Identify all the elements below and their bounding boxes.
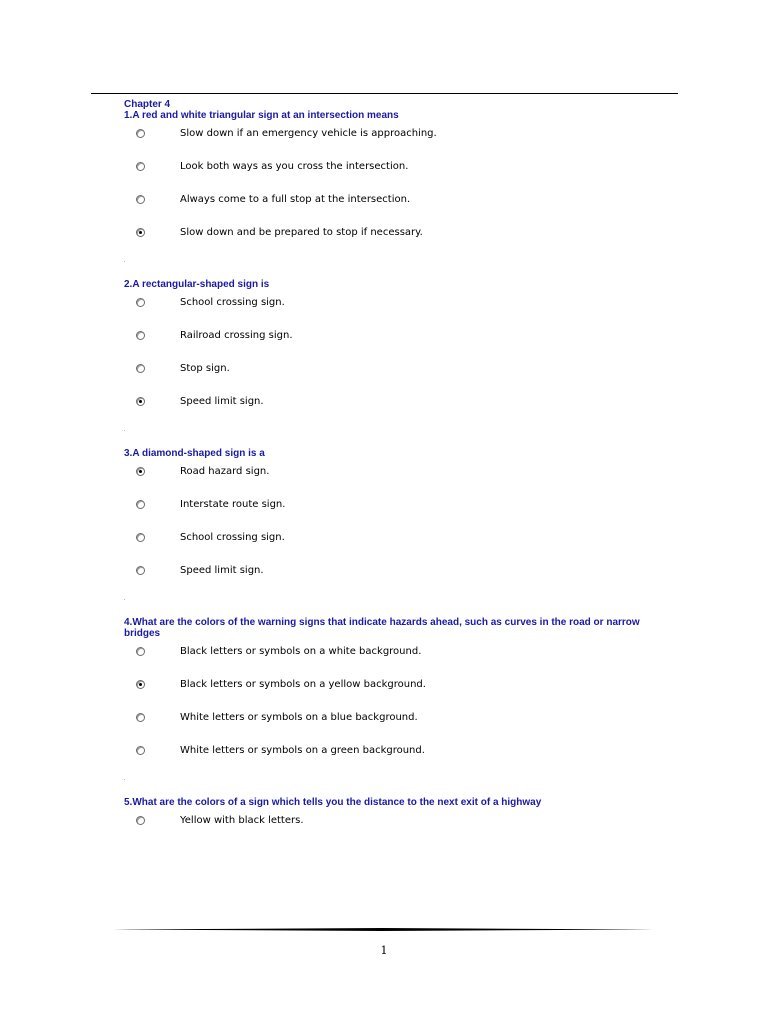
answer-option[interactable]: [124, 158, 654, 191]
header-rule: [91, 93, 678, 94]
radio-button[interactable]: [136, 364, 145, 373]
option-label: White letters or symbols on a blue background.: [180, 712, 418, 723]
option-label: Always come to a full stop at the intersection.: [180, 194, 411, 205]
option-label: Slow down if an emergency vehicle is approaching.: [180, 128, 437, 139]
question-block: [124, 617, 654, 795]
option-label: Interstate route sign.: [180, 499, 286, 510]
option-label: Stop sign.: [180, 363, 230, 374]
radio-button-selected[interactable]: [136, 680, 145, 689]
separator-mark: [124, 257, 654, 277]
option-label: Black letters or symbols on a yellow background.: [180, 679, 426, 690]
option-label: School crossing sign.: [180, 297, 285, 308]
answer-option[interactable]: [124, 224, 654, 257]
question-text: 5.What are the colors of a sign which tells you the distance to the next exit of a highway: [124, 797, 542, 808]
separator-mark: [124, 595, 654, 615]
radio-button[interactable]: [136, 713, 145, 722]
footer-rule: [113, 928, 654, 931]
radio-button-selected[interactable]: [136, 397, 145, 406]
question-block: [124, 110, 654, 277]
option-list: [124, 812, 654, 845]
question-block: [124, 448, 654, 615]
separator-mark: [124, 426, 654, 446]
radio-button[interactable]: [136, 500, 145, 509]
answer-option[interactable]: [124, 742, 654, 775]
radio-button[interactable]: [136, 533, 145, 542]
answer-option[interactable]: [124, 327, 654, 360]
page-number: 1: [380, 944, 388, 957]
question-block: [124, 279, 654, 446]
answer-option[interactable]: [124, 463, 654, 496]
chapter-heading: Chapter 4: [124, 99, 171, 110]
option-label: Speed limit sign.: [180, 565, 264, 576]
radio-button[interactable]: [136, 162, 145, 171]
answer-option[interactable]: [124, 125, 654, 158]
option-label: Look both ways as you cross the intersection.: [180, 161, 409, 172]
answer-option[interactable]: [124, 496, 654, 529]
radio-button[interactable]: [136, 566, 145, 575]
quiz-content: [124, 99, 654, 847]
answer-option[interactable]: [124, 294, 654, 327]
option-list: [124, 463, 654, 595]
option-label: Yellow with black letters.: [180, 815, 304, 826]
radio-button[interactable]: [136, 298, 145, 307]
answer-option[interactable]: [124, 191, 654, 224]
answer-option[interactable]: [124, 643, 654, 676]
answer-option[interactable]: [124, 812, 654, 845]
radio-button-selected[interactable]: [136, 467, 145, 476]
question-text: 1.A red and white triangular sign at an intersection means: [124, 110, 399, 121]
radio-button[interactable]: [136, 331, 145, 340]
option-label: Road hazard sign.: [180, 466, 270, 477]
answer-option[interactable]: [124, 393, 654, 426]
question-list: [124, 110, 654, 845]
option-label: Slow down and be prepared to stop if necessary.: [180, 227, 423, 238]
option-list: [124, 294, 654, 426]
answer-option[interactable]: [124, 709, 654, 742]
option-label: Railroad crossing sign.: [180, 330, 293, 341]
option-label: Black letters or symbols on a white background.: [180, 646, 422, 657]
option-label: School crossing sign.: [180, 532, 285, 543]
option-label: White letters or symbols on a green background.: [180, 745, 425, 756]
question-text: 4.What are the colors of the warning signs that indicate hazards ahead, such as curves in the road or narrow bridges: [124, 617, 640, 639]
answer-option[interactable]: [124, 676, 654, 709]
answer-option[interactable]: [124, 562, 654, 595]
answer-option[interactable]: [124, 360, 654, 393]
question-block: [124, 797, 654, 845]
answer-option[interactable]: [124, 529, 654, 562]
question-text: 2.A rectangular-shaped sign is: [124, 279, 270, 290]
radio-button[interactable]: [136, 746, 145, 755]
option-label: Speed limit sign.: [180, 396, 264, 407]
option-list: [124, 643, 654, 775]
question-text: 3.A diamond-shaped sign is a: [124, 448, 265, 459]
radio-button[interactable]: [136, 195, 145, 204]
radio-button[interactable]: [136, 129, 145, 138]
radio-button[interactable]: [136, 816, 145, 825]
radio-button[interactable]: [136, 647, 145, 656]
separator-mark: [124, 775, 654, 795]
option-list: [124, 125, 654, 257]
radio-button-selected[interactable]: [136, 228, 145, 237]
